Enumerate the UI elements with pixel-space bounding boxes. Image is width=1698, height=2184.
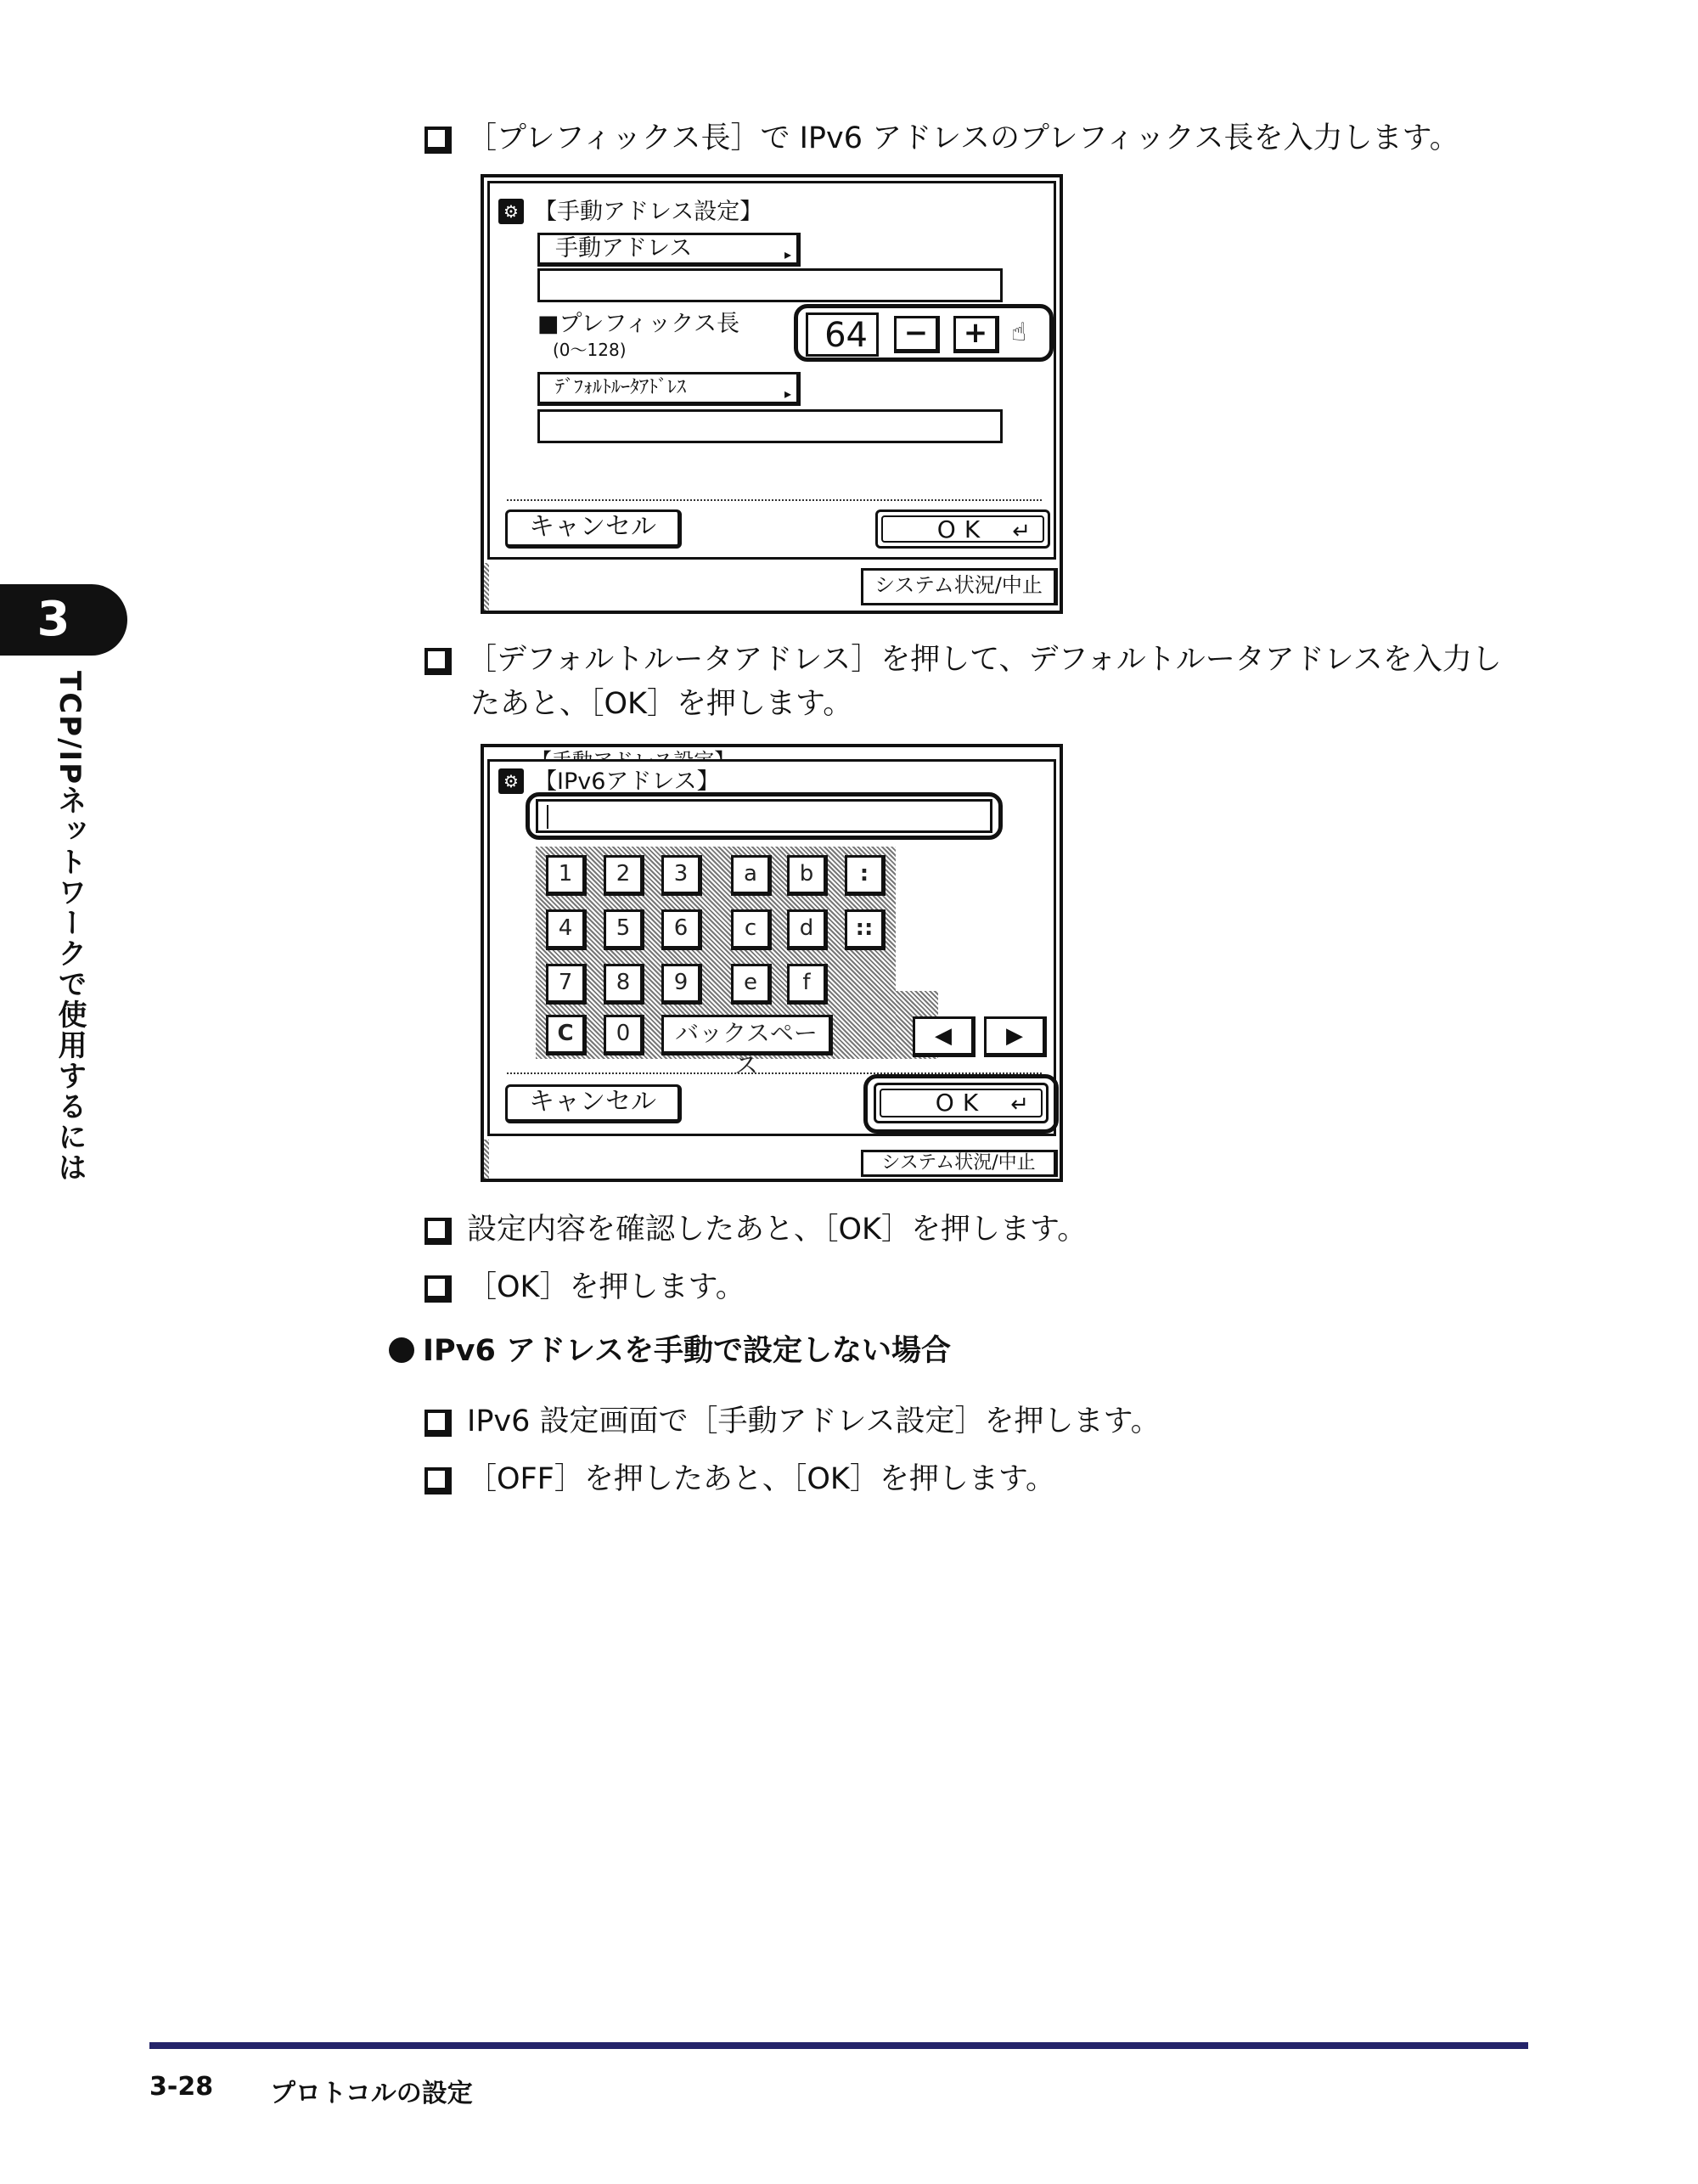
prefix-length-label: ■プレフィックス長 <box>537 311 739 337</box>
checkbox-icon <box>424 1467 448 1491</box>
key-5[interactable]: 5 <box>604 909 644 950</box>
ok-button[interactable]: OK ↵ <box>874 1083 1049 1123</box>
backspace-key[interactable]: バックスペース <box>661 1015 833 1055</box>
page-number: 3-28 <box>149 2072 214 2102</box>
checkbox-icon <box>424 1218 448 1241</box>
step-manual-address: IPv6 設定画面で［手動アドレス設定］を押します。 <box>424 1399 1161 1444</box>
default-router-field[interactable] <box>537 409 1003 443</box>
key-6[interactable]: 6 <box>661 909 702 950</box>
screen-panel <box>487 759 1056 1136</box>
text-cursor <box>547 805 548 829</box>
ipv6-address-input[interactable] <box>536 799 992 833</box>
checkbox-icon <box>424 648 448 672</box>
key-b[interactable]: b <box>787 855 828 896</box>
section-title: プロトコルの設定 <box>270 2079 473 2108</box>
prefix-range-label: (0〜128) <box>553 340 627 360</box>
plus-button[interactable]: + <box>953 316 999 353</box>
key-a[interactable]: a <box>731 855 772 896</box>
default-router-button[interactable]: ﾃﾞﾌｫﾙﾄﾙｰﾀｱﾄﾞﾚｽ ▸ <box>537 372 801 406</box>
key-8[interactable]: 8 <box>604 964 644 1005</box>
key-c[interactable]: c <box>731 909 772 950</box>
key-3[interactable]: 3 <box>661 855 702 896</box>
cancel-button[interactable]: キャンセル <box>505 1084 682 1123</box>
arrow-icon: ▸ <box>784 246 791 262</box>
right-arrow-button[interactable] <box>984 1016 1047 1057</box>
status-bar <box>484 1140 489 1179</box>
manual-address-button[interactable]: 手動アドレス ▸ <box>537 233 801 267</box>
chapter-title: TCP/IPネットワークで使用するには <box>53 671 87 1184</box>
step-ok: ［OK］を押します。 <box>424 1265 745 1309</box>
key-double-colon[interactable]: :: <box>845 909 886 950</box>
prefix-length-value[interactable]: 64 <box>806 312 879 357</box>
checkbox-icon <box>424 1275 448 1299</box>
minus-button[interactable]: − <box>894 316 940 353</box>
key-1[interactable]: 1 <box>546 855 587 896</box>
system-status-button[interactable]: システム状況/中止 <box>861 568 1058 605</box>
step-confirm: 設定内容を確認したあと、［OK］を押します。 <box>424 1207 1087 1252</box>
key-d[interactable]: d <box>787 909 828 950</box>
screen-title: 【手動アドレス設定】 <box>534 199 763 225</box>
cancel-button[interactable]: キャンセル <box>505 509 682 549</box>
screen-panel <box>487 181 1056 560</box>
bullet-icon <box>389 1337 414 1363</box>
screen-title: 【IPv6アドレス】 <box>534 768 720 795</box>
divider <box>507 499 1042 501</box>
checkbox-icon <box>424 1410 448 1433</box>
status-bar <box>484 563 489 611</box>
key-7[interactable]: 7 <box>546 964 587 1005</box>
key-2[interactable]: 2 <box>604 855 644 896</box>
step-off: ［OFF］を押したあと、［OK］を押します。 <box>424 1457 1055 1501</box>
checkbox-icon <box>424 127 448 150</box>
return-icon: ↵ <box>1012 519 1031 544</box>
ipv6-address-screen <box>481 744 1063 1182</box>
clear-key[interactable]: C <box>546 1015 587 1055</box>
ok-button[interactable]: OK ↵ <box>875 509 1050 549</box>
key-colon[interactable]: : <box>845 855 886 896</box>
manual-address-screen <box>481 174 1063 614</box>
key-f[interactable]: f <box>787 964 828 1005</box>
key-e[interactable]: e <box>731 964 772 1005</box>
key-9[interactable]: 9 <box>661 964 702 1005</box>
section-heading: IPv6 アドレスを手動で設定しない場合 <box>389 1329 951 1373</box>
chapter-number-tab: 3 <box>0 584 127 656</box>
background-screen-title <box>531 749 734 759</box>
settings-icon: ⚙ <box>498 199 524 224</box>
right-arrow-icon: ▶ <box>1006 1023 1023 1049</box>
return-icon: ↵ <box>1010 1092 1029 1117</box>
hand-pointer-icon: ☝ <box>1011 318 1027 347</box>
left-arrow-button[interactable] <box>913 1016 976 1057</box>
left-arrow-icon: ◀ <box>935 1023 952 1049</box>
key-4[interactable]: 4 <box>546 909 587 950</box>
system-status-button[interactable]: システム状況/中止 <box>861 1150 1058 1177</box>
key-0[interactable]: 0 <box>604 1015 644 1055</box>
step-default-router: ［デフォルトルータアドレス］を押して、デフォルトルータアドレスを入力し たあと、［OK］を押します。 <box>424 638 1502 726</box>
step-prefix-length: ［プレフィックス長］で IPv6 アドレスのプレフィックス長を入力します。 <box>424 116 1459 160</box>
manual-address-field[interactable] <box>537 268 1003 302</box>
footer-rule <box>149 2042 1528 2049</box>
settings-icon: ⚙ <box>498 768 524 794</box>
arrow-icon: ▸ <box>784 386 791 402</box>
